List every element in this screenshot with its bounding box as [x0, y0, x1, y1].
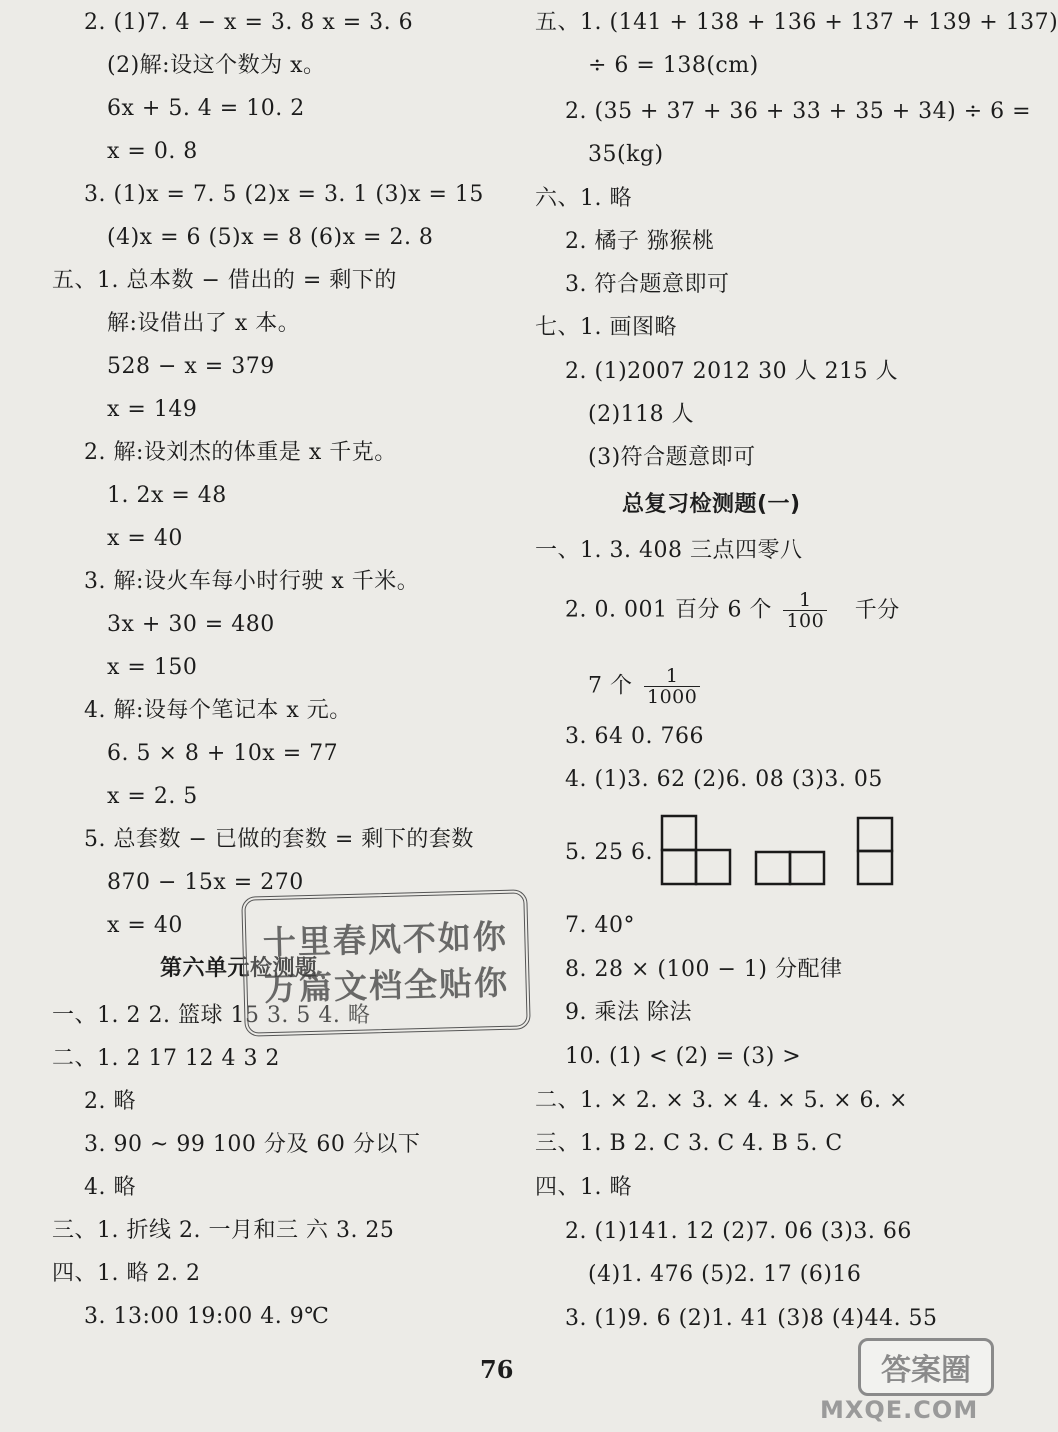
answer-line: 5. 25 6.: [565, 840, 653, 865]
answer-text: 千分: [854, 597, 900, 623]
view-drawing-top: [754, 850, 826, 886]
answer-line: 1. 2x = 48: [107, 483, 227, 508]
answer-line: 2. 解:设刘杰的体重是 x 千克。: [84, 440, 397, 465]
answer-line: 35(kg): [588, 142, 664, 167]
answer-line: x = 149: [107, 397, 198, 422]
stamp-line-1: 十里春风不如你: [262, 916, 509, 963]
section-title: 总复习检测题(一): [622, 492, 801, 517]
answer-line: 9. 乘法 除法: [565, 1000, 692, 1025]
answer-line: 528 − x = 379: [107, 354, 275, 379]
answer-line: (3)符合题意即可: [588, 445, 756, 470]
fraction-numerator: 1: [665, 665, 679, 687]
fraction: [644, 666, 700, 707]
answer-line: 2. (1)2007 2012 30 人 215 人: [565, 359, 899, 384]
section-line: 二、1. × 2. × 3. × 4. × 5. × 6. ×: [535, 1088, 908, 1113]
answer-line: 3. 解:设火车每小时行驶 x 千米。: [84, 569, 420, 594]
section-line: 二、1. 2 17 12 4 3 2: [52, 1046, 280, 1071]
answer-line: x = 150: [107, 655, 198, 680]
section-line: 一、1. 3. 408 三点四零八: [535, 538, 803, 563]
answer-line: 3. 64 0. 766: [565, 724, 704, 749]
answer-line: 5. 总套数 − 已做的套数 = 剩下的套数: [84, 827, 474, 852]
answer-line: 10. (1) < (2) = (3) >: [565, 1044, 802, 1069]
watermark-url: MXQE.COM: [820, 1396, 979, 1424]
answer-line: (2)解:设这个数为 x。: [107, 53, 326, 78]
answer-line: 解:设借出了 x 本。: [107, 311, 301, 336]
answer-line: 2. (1)141. 12 (2)7. 06 (3)3. 66: [565, 1219, 912, 1244]
answer-line: 2. 橘子 猕猴桃: [565, 229, 715, 254]
answer-line: 8. 28 × (100 − 1) 分配律: [565, 957, 843, 982]
answer-line: x = 40: [107, 526, 183, 551]
answer-line: 4. 略: [84, 1175, 136, 1200]
answer-line: (2)118 人: [588, 402, 695, 427]
section-title: 第六单元检测题: [160, 956, 318, 981]
answer-line: x = 40: [107, 913, 183, 938]
section-line: 七、1. 画图略: [535, 315, 677, 340]
section-line: 四、1. 略: [535, 1175, 632, 1200]
seal-stamp: [241, 889, 531, 1036]
answer-line: x = 0. 8: [107, 139, 198, 164]
answer-line: [565, 590, 900, 631]
answer-line: 2. 略: [84, 1089, 136, 1114]
answer-line: 2. (35 + 37 + 36 + 33 + 35 + 34) ÷ 6 =: [565, 99, 1032, 124]
answer-line: 870 − 15x = 270: [107, 870, 304, 895]
fraction-denominator: 1000: [644, 686, 700, 707]
fraction-denominator: 100: [783, 610, 827, 631]
answer-line: (4)x = 6 (5)x = 8 (6)x = 2. 8: [107, 225, 434, 250]
section-line: 三、1. 折线 2. 一月和三 六 3. 25: [52, 1218, 395, 1243]
answer-line: 3. 90 ~ 99 100 分及 60 分以下: [84, 1132, 421, 1157]
answer-line: [588, 666, 704, 707]
view-drawing-front: [660, 814, 732, 886]
answer-line: ÷ 6 = 138(cm): [588, 53, 759, 78]
answer-line: 4. 解:设每个笔记本 x 元。: [84, 698, 352, 723]
answer-line: x = 2. 5: [107, 784, 198, 809]
section-line: 六、1. 略: [535, 186, 632, 211]
answer-line: 6x + 5. 4 = 10. 2: [107, 96, 305, 121]
section-line: 一、1. 2 2. 篮球 15 3. 5 4. 略: [52, 1003, 371, 1028]
answer-line: 3x + 30 = 480: [107, 612, 275, 637]
answer-line: (4)1. 476 (5)2. 17 (6)16: [588, 1262, 862, 1287]
stamp-line-2: 万篇文档全贴你: [263, 962, 510, 1009]
section-line: 三、1. B 2. C 3. C 4. B 5. C: [535, 1131, 843, 1156]
section-line: 五、1. (141 + 138 + 136 + 137 + 139 + 137): [535, 10, 1058, 35]
answer-line: 3. 符合题意即可: [565, 272, 730, 297]
fraction: [783, 590, 827, 631]
answer-line: 3. (1)x = 7. 5 (2)x = 3. 1 (3)x = 15: [84, 182, 484, 207]
view-drawing-side: [856, 816, 894, 886]
fraction-numerator: 1: [799, 589, 812, 611]
section-line: 五、1. 总本数 − 借出的 = 剩下的: [52, 268, 397, 293]
answer-line: 3. (1)9. 6 (2)1. 41 (3)8 (4)44. 55: [565, 1306, 938, 1331]
page-number: 76: [480, 1355, 514, 1384]
answer-line: 6. 5 × 8 + 10x = 77: [107, 741, 339, 766]
answer-line: 3. 13:00 19:00 4. 9℃: [84, 1304, 330, 1329]
watermark-logo: 答案圈: [858, 1338, 994, 1396]
section-line: 四、1. 略 2. 2: [52, 1261, 201, 1286]
answer-line: 7. 40°: [565, 913, 635, 938]
answer-line: 4. (1)3. 62 (2)6. 08 (3)3. 05: [565, 767, 883, 792]
answer-text: 2. 0. 001 百分 6 个: [565, 597, 772, 623]
answer-text: 7 个: [588, 673, 633, 699]
answer-line: 2. (1)7. 4 − x = 3. 8 x = 3. 6: [84, 10, 414, 35]
